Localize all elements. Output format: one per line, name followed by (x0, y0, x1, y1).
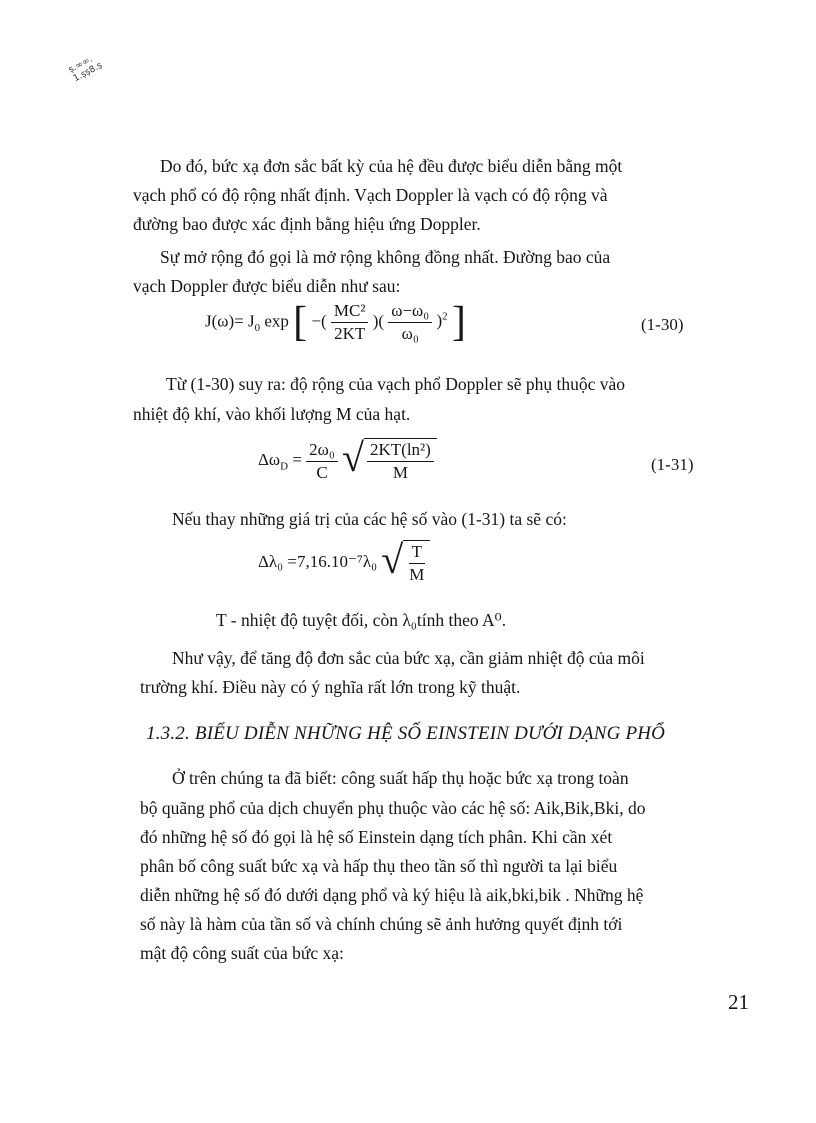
left-bracket: [ (293, 299, 308, 346)
p5-line1: T - nhiệt độ tuyệt đối, còn λ₀tính theo A⁰. (216, 610, 507, 630)
eq131-rad-den: M (392, 463, 408, 482)
eq130-frac1 (331, 300, 369, 345)
p4-line1: Nếu thay những giá trị của các hệ số vào (1-31) ta sẽ có: (172, 509, 567, 529)
eq130-exp: exp (264, 311, 289, 331)
eq131-sqrt: √ $\frac{\text{2KT(ln²)}}{M}$ (342, 438, 437, 484)
p7-line4: phân bố công suất bức xạ và hấp thụ theo tần số thì người ta lại biểu (140, 856, 618, 876)
eq132-rad-den: M (409, 565, 425, 584)
p7-line1: Ở trên chúng ta đã biết: công suất hấp thụ hoặc bức xạ trong toàn (172, 768, 629, 788)
p7-line6: số này là hàm của tần số và chính chúng sẽ ảnh hưởng quyết định tới (140, 914, 623, 934)
stamp-text: ṣ.∞∞. 1.ṣṣ8.ṣ (67, 54, 105, 85)
eq131-frac (306, 439, 338, 484)
eq131-num: 2ω₀ (306, 439, 338, 462)
eq130-den1: 2KT (334, 324, 366, 343)
eq131-den: C (316, 462, 328, 482)
p7-line3: đó những hệ số đó gọi là hệ số Einstein dạng tích phân. Khi cần xét (140, 827, 613, 847)
p6-line1: Như vậy, để tăng độ đơn sắc của bức xạ, cần giảm nhiệt độ của môi (172, 648, 645, 668)
eq130-den2: ω₀ (401, 324, 419, 343)
p6-line2: trường khí. Điều này có ý nghĩa rất lớn trong kỹ thuật. (140, 677, 521, 697)
eq130-lhs: J(ω)= J (205, 311, 255, 331)
p1-line3: đường bao được xác định bằng hiệu ứng Doppler. (133, 214, 481, 234)
right-bracket: ] (451, 299, 466, 346)
eq131-rad-num: 2KT(ln²) (367, 439, 434, 462)
page-number: 21 (728, 990, 749, 1014)
p1-line2: vạch phổ có độ rộng nhất định. Vạch Doppler là vạch có độ rộng và (133, 185, 608, 205)
section-heading: 1.3.2. BIỂU DIỄN NHỮNG HỆ SỐ EINSTEIN DƯỚI DẠNG PHỔ (146, 723, 666, 744)
library-stamp (67, 52, 104, 84)
p7-line7: mật độ công suất của bức xạ: (140, 943, 344, 963)
equation-1-31: $\Delta\omega_D$ = $\frac{\text{2ω₀}}{C}$ √ $\frac{\text{2KT(ln²)}}{M}$ (258, 438, 437, 484)
eq132-rad-num: T (409, 541, 425, 564)
eq130-number: (1-30) (641, 315, 684, 334)
p3-line1: Từ (1-30) suy ra: độ rộng của vạch phổ Doppler sẽ phụ thuộc vào (166, 374, 626, 394)
p3-line2: nhiệt độ khí, vào khối lượng M của hạt. (133, 404, 411, 424)
p7-line5: diễn những hệ số đó dưới dạng phổ và ký hiệu là aik,bki,bik . Những hệ (140, 885, 644, 905)
eq131-lhs: Δω (258, 449, 281, 469)
p2-line1: Sự mở rộng đó gọi là mở rộng không đồng nhất. Đường bao của (160, 247, 611, 267)
eq130-num1: MC² (331, 300, 369, 323)
equation-1-30: $J(\omega)= J_0$ exp [ −( $\frac{\text{MC²}}{2KT}$ )( $\frac{\text{ω−ω₀}}{\text{ω₀}}$ )$^2$ ] (205, 299, 466, 346)
eq131-number: (1-31) (651, 455, 694, 474)
p7-line2: bộ quãng phổ của dịch chuyển phụ thuộc vào các hệ số: Aik,Bik,Bki, do (140, 798, 646, 818)
eq130-frac2 (388, 300, 432, 345)
p1-line1: Do đó, bức xạ đơn sắc bất kỳ của hệ đều được biểu diễn bằng một (160, 156, 623, 176)
eq130-num2: ω−ω₀ (388, 300, 432, 323)
eq132-sqrt: √ $\frac{T}{M}$ (381, 540, 430, 586)
p2-line2: vạch Doppler được biểu diễn như sau: (133, 276, 401, 296)
equation-delta-lambda (258, 537, 430, 586)
eq132-lhs: Δλ₀ =7,16.10⁻⁷λ₀ (258, 551, 378, 571)
